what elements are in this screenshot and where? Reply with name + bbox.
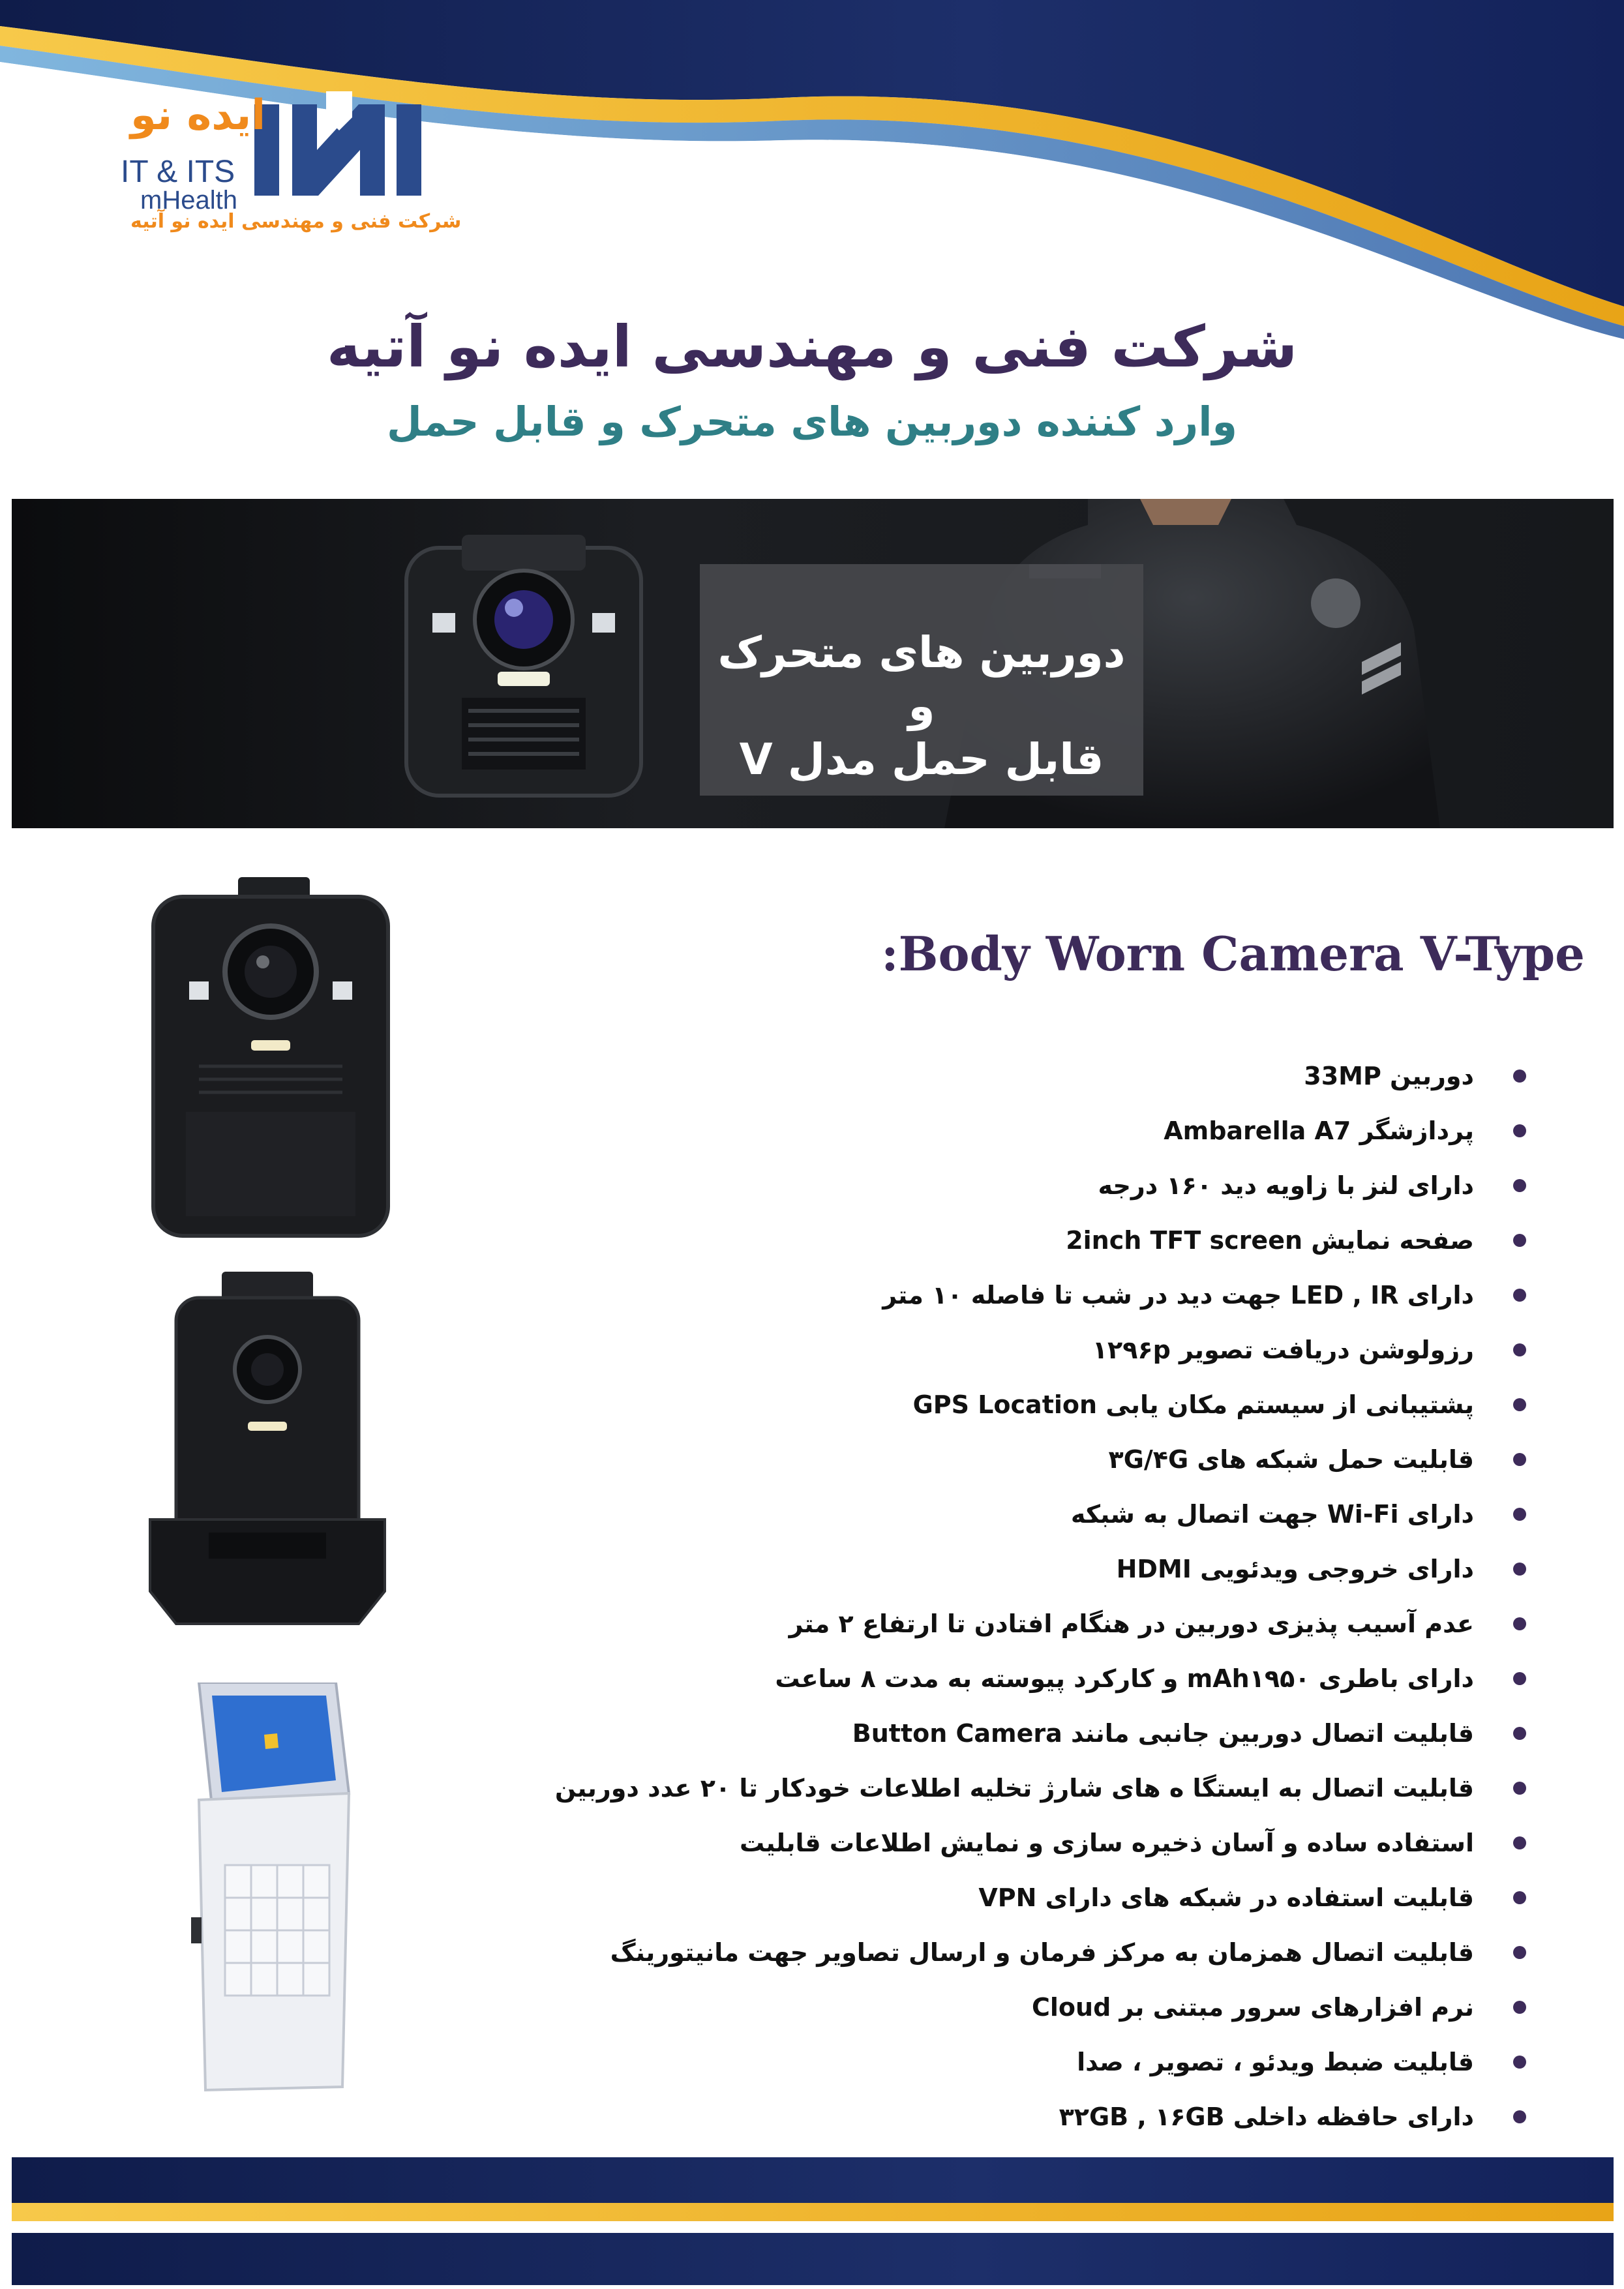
feature-list: [554, 1056, 1526, 2152]
bullet-icon: [1513, 1617, 1526, 1630]
company-logo-icon: [254, 91, 424, 202]
list-item: دوربین 33MP: [587, 1056, 1526, 1111]
list-item: رزولوشن دریافت تصویر ۱۲۹۶p: [587, 1330, 1526, 1385]
list-item: دارای باطری mAh۱۹۵۰ و کارکرد پیوسته به مدت ۸ ساعت: [587, 1659, 1526, 1714]
company-subtitle: وارد کننده دوربین های متحرک و قابل حمل: [386, 398, 1238, 445]
list-item: دارای LED , IR جهت دید در شب تا فاصله ۱۰ متر: [587, 1276, 1526, 1330]
product-title: :Body Worn Camera V-Type: [881, 926, 1585, 981]
camera-dock-photo-icon: [143, 1272, 391, 1637]
bullet-icon: [1513, 2110, 1526, 2123]
bullet-icon: [1513, 1836, 1526, 1849]
bullet-icon: [1513, 1398, 1526, 1411]
bullet-icon: [1513, 1453, 1526, 1466]
logo-farsi-word: ایده نو: [130, 91, 266, 140]
bullet-icon: [1513, 1672, 1526, 1685]
list-item: استفاده ساده و آسان ذخیره سازی و نمایش اطلاعات قابلیت: [587, 1823, 1526, 1878]
banner-caption-line1: دوربین های متحرک و: [717, 627, 1126, 731]
camera-front-photo-icon: [147, 877, 395, 1255]
banner-caption-box: [700, 564, 1143, 796]
logo-it-its: IT & ITS: [121, 155, 235, 189]
bullet-icon: [1513, 2056, 1526, 2069]
list-item: قابلیت اتصال دوربین جانبی مانند Button Camera: [587, 1714, 1526, 1769]
company-title: شرکت فنی و مهندسی ایده نو آتیه: [326, 313, 1298, 380]
list-item: قابلیت اتصال به ایستگا ه های شارژ تخلیه اطلاعات خودکار تا ۲۰ عدد دوربین: [587, 1769, 1526, 1823]
footer-stripes-decoration: [12, 2157, 1614, 2288]
bullet-icon: [1513, 1343, 1526, 1356]
header-wave-decoration: [0, 0, 1624, 339]
kiosk-station-photo-icon: [186, 1683, 355, 2100]
list-item: پردازشگر Ambarella A7: [587, 1111, 1526, 1166]
list-item: قابلیت اتصال همزمان به مرکز فرمان و ارسال تصاویر جهت مانیتورینگ: [587, 1933, 1526, 1988]
hero-banner: [12, 499, 1614, 828]
bullet-icon: [1513, 1782, 1526, 1795]
list-item: صفحه نمایش 2inch TFT screen: [587, 1221, 1526, 1276]
logo-tagline: شرکت فنی و مهندسی ایده نو آتیه: [130, 210, 462, 233]
list-item: دارای حافظه داخلی ۳۲GB , ۱۶GB: [587, 2097, 1526, 2152]
bullet-icon: [1513, 1727, 1526, 1740]
bullet-icon: [1513, 1179, 1526, 1192]
list-item: دارای Wi-Fi جهت اتصال به شبکه: [587, 1495, 1526, 1549]
bullet-icon: [1513, 2001, 1526, 2014]
list-item: نرم افزارهای سرور مبتنی بر Cloud: [587, 1988, 1526, 2042]
list-item: دارای خروجی ویدئویی HDMI: [587, 1549, 1526, 1604]
bullet-icon: [1513, 1070, 1526, 1083]
banner-caption-line2: قابل حمل مدل V: [739, 734, 1104, 785]
list-item: قابلیت استفاده در شبکه های دارای VPN: [587, 1878, 1526, 1933]
bullet-icon: [1513, 1946, 1526, 1959]
bullet-icon: [1513, 1563, 1526, 1576]
list-item: قابلیت ضبط ویدئو ، تصویر ، صدا: [587, 2042, 1526, 2097]
banner-camera-icon: [400, 535, 648, 809]
bullet-icon: [1513, 1891, 1526, 1904]
bullet-icon: [1513, 1289, 1526, 1302]
list-item: دارای لنز با زاویه دید ۱۶۰ درجه: [587, 1166, 1526, 1221]
bullet-icon: [1513, 1508, 1526, 1521]
logo-mhealth: mHealth: [140, 186, 237, 215]
list-item: عدم آسیب پذیزی دوربین در هنگام افتادن تا ارتفاع ۲ متر: [587, 1604, 1526, 1659]
list-item: پشتیبانی از سیستم مکان یابی GPS Location: [587, 1385, 1526, 1440]
bullet-icon: [1513, 1234, 1526, 1247]
list-item: قابلیت حمل شبکه های ۳G/۴G: [587, 1440, 1526, 1495]
bullet-icon: [1513, 1124, 1526, 1137]
